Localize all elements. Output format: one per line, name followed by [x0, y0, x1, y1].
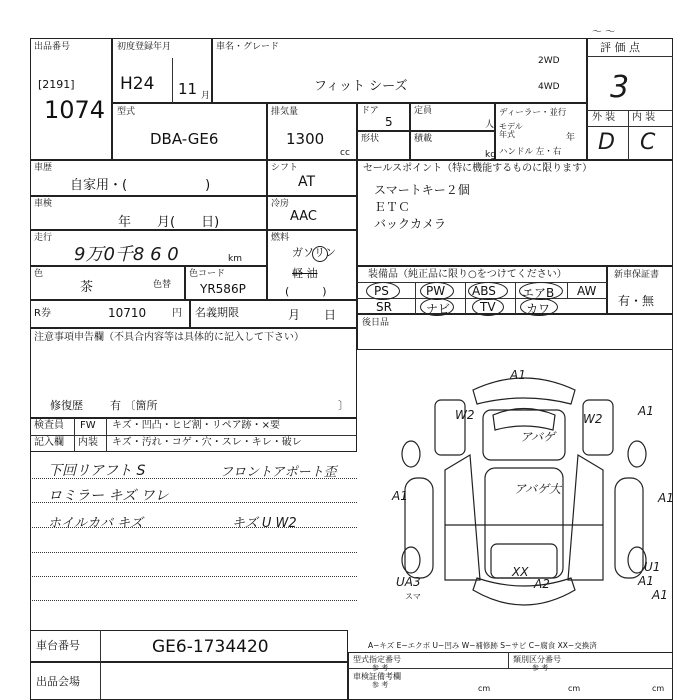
sales-point-3: バックカメラ [374, 217, 447, 231]
fuel-paren: ( ) [285, 285, 327, 298]
grade-label: 評 価 点 [600, 41, 640, 54]
year-unit: 年 [566, 133, 576, 143]
diagram-mark-ua3: UA3 [396, 575, 421, 589]
footer-cm3: cm [652, 684, 665, 693]
diagram-mark-airbag-top: アバゲ [520, 430, 556, 444]
mileage-label: 走行 [34, 233, 53, 243]
recycle-label: R券 [34, 308, 51, 319]
lot-number: 1074 [44, 96, 106, 124]
inspector-fw: FW [80, 420, 96, 431]
fuel-label: 燃料 [271, 233, 290, 243]
recycle-value: 10710 [108, 306, 147, 320]
color-code-label: 色コード [189, 269, 226, 279]
handle-label: ハンドル 左・右 [499, 147, 562, 157]
notes-label: 注意事項申告欄（不具合内容等は具体的に記入して下さい） [34, 332, 304, 343]
inspector-label: 検査員 [34, 420, 64, 431]
equipment-col-4 [567, 282, 568, 298]
drive-2wd: 2WD [538, 56, 560, 66]
lot-sub: [2191] [38, 78, 75, 91]
inspector-col [74, 418, 75, 452]
first-reg-divider [172, 58, 173, 103]
grade-exterior-label: 外 装 [592, 112, 616, 123]
first-reg-era: H24 [120, 74, 155, 94]
equip-navi: ナビ [426, 302, 451, 316]
first-reg-month: 11 [178, 80, 198, 98]
handwritten-note-3: ロミラー キズ ワレ [48, 488, 169, 504]
sales-point-1: スマートキー２個 [374, 183, 470, 197]
repair-label: 修復歴 [50, 399, 83, 412]
footer-ref1: 参 考 [372, 664, 389, 672]
chassis-label: 車台番号 [36, 639, 80, 652]
load-unit: kg [485, 150, 496, 160]
displacement-unit: cc [340, 148, 350, 158]
back-date-box [357, 314, 673, 350]
equipment-col-3 [515, 282, 516, 314]
grade-interior-value: C [640, 130, 656, 155]
grade-value: 3 [610, 70, 630, 105]
fuel-gas: ガソリン [292, 246, 336, 259]
car-name-label: 車名・グレード [216, 42, 280, 52]
first-reg-month-unit: 月 [201, 91, 211, 101]
displacement-value: 1300 [286, 130, 325, 148]
inspector-divider [30, 435, 357, 436]
color-label: 色 [34, 269, 44, 279]
diagram-mark-w2-left: W2 [455, 408, 475, 422]
diagram-mark-xx: XX [512, 565, 529, 579]
grade-interior-label: 内 装 [632, 112, 656, 123]
equip-pw: PW [426, 284, 446, 298]
shift-value: AT [298, 174, 316, 190]
doors-label: ドア [361, 106, 379, 116]
sales-point-2: ＥＴＣ [374, 200, 411, 214]
aircon-label: 冷房 [271, 199, 290, 209]
grade-divider [587, 56, 673, 57]
model-year-label: モデル年式 [499, 122, 523, 139]
equip-airbag: エアB [522, 286, 555, 300]
chassis-value: GE6-1734420 [152, 637, 269, 657]
diagram-mark-a1-bottom: A1 [652, 588, 668, 602]
diagram-mark-a1-top: A1 [510, 368, 526, 382]
repair-close: 〕 [338, 399, 349, 412]
diagram-mark-a1-left: A1 [392, 489, 408, 503]
term-value: 月 日 [288, 308, 337, 322]
equip-abs: ABS [472, 284, 496, 298]
fuel-selected-circle [312, 246, 328, 262]
record-interior: 内装 [78, 437, 98, 448]
header-corner: 〜 〜 [592, 27, 616, 38]
equipment-col-2 [465, 282, 466, 314]
grade-divider-3 [587, 126, 673, 127]
term-label: 名義期限 [195, 306, 239, 319]
mileage-value: 9万0千8 6 0 [74, 244, 179, 265]
color-number-label: 色替 [153, 280, 172, 290]
inspector-col-2 [106, 418, 107, 452]
color-value: 茶 [80, 280, 94, 295]
mileage-unit: km [228, 254, 242, 264]
shape-label: 形状 [361, 134, 380, 144]
handwritten-note-1: 下回リアフト S [48, 463, 146, 479]
handwritten-note-4: ホイルカバ キズ [48, 516, 143, 531]
diagram-mark-sma: スマ [405, 592, 421, 601]
equip-ps: PS [374, 284, 389, 298]
drive-4wd: 4WD [538, 82, 560, 92]
equip-camera: カワ [526, 302, 551, 316]
equip-circle-ps [366, 282, 400, 300]
repair-value: 有 〔箇所 [110, 399, 158, 412]
diagram-mark-a1-right-mid: A1 [658, 491, 674, 505]
equipment-label: 装備品（純正品に限り○をつけてください） [368, 269, 567, 280]
handwritten-note-5: キズ U W2 [232, 516, 297, 531]
warranty-label: 新車保証書 [614, 270, 660, 280]
fuel-diesel: 軽 油 [292, 267, 318, 280]
car-name-value: フィット シーズ [314, 79, 408, 94]
warranty-value: 有・無 [618, 294, 655, 308]
record-label: 記入欄 [34, 437, 64, 448]
diagram-mark-a2: A2 [534, 577, 550, 591]
grade-divider-2 [587, 110, 673, 111]
footer-cert-label: 車検証備考欄 [353, 672, 401, 681]
footer-cm2: cm [568, 684, 581, 693]
auction-house-label: 出品会場 [36, 675, 80, 688]
grade-exterior-value: D [598, 130, 615, 155]
footer-model-label: 型式指定番号 [353, 655, 401, 664]
diagram-mark-u1: U1 [644, 560, 661, 574]
lot-label: 出品番号 [34, 42, 71, 52]
equip-tv: TV [480, 300, 496, 314]
footer-ref3: 参 考 [372, 681, 389, 689]
diagram-mark-airbag-large: アバゲ大 [514, 482, 562, 496]
diagram-mark-w2-right: W2 [583, 412, 603, 426]
doors-value: 5 [385, 115, 393, 129]
inspection-value: 年 月( 日) [118, 215, 220, 230]
inspection-label: 車検 [34, 199, 53, 209]
equip-sr: SR [376, 300, 392, 314]
sales-points-label: セールスポイント（特に機能するものに限ります） [363, 163, 593, 174]
note-line [30, 552, 357, 553]
back-date-label: 後日品 [362, 318, 390, 328]
dealer-label: ディーラー・並行 [499, 108, 567, 118]
damage-legend: A−キズ E−エクボ U−凹み W−補修跡 S−サビ C−腐食 XX−交換済 [368, 641, 597, 650]
shift-label: シフト [271, 163, 299, 173]
aircon-value: AAC [290, 209, 317, 224]
model-label: 型式 [117, 107, 136, 117]
history-value: 自家用・( ) [70, 178, 211, 193]
capacity-label: 定員 [414, 106, 433, 116]
recycle-unit: 円 [172, 308, 182, 319]
footer-col [508, 652, 509, 668]
history-label: 車歴 [34, 163, 53, 173]
equip-aw: AW [577, 284, 597, 298]
capacity-unit: 人 [485, 120, 495, 130]
displacement-label: 排気量 [271, 107, 299, 117]
diagram-mark-a1-right-lower: A1 [638, 574, 654, 588]
handwritten-note-2: フロントアポート歪 [220, 465, 337, 480]
equipment-col-1 [415, 282, 416, 314]
note-line [30, 576, 357, 577]
first-reg-label: 初度登録年月 [117, 42, 172, 52]
model-value: DBA-GE6 [150, 130, 219, 148]
footer-cm1: cm [478, 684, 491, 693]
load-label: 積載 [414, 134, 433, 144]
diagram-mark-a1-right-top: A1 [638, 404, 654, 418]
footer-ref2: 参 考 [532, 664, 549, 672]
footer-divider [348, 668, 673, 669]
grade-col-divider [628, 110, 629, 160]
record-interior-chips: キズ・汚れ・コゲ・穴・スレ・キレ・破レ [112, 437, 302, 448]
inspector-exterior-chips: キズ・凹凸・ヒビ割・リペア跡・×要 [112, 420, 280, 431]
note-line [30, 600, 357, 601]
color-code-value: YR586P [200, 282, 246, 296]
footer-class-label: 類別区分番号 [513, 655, 561, 664]
